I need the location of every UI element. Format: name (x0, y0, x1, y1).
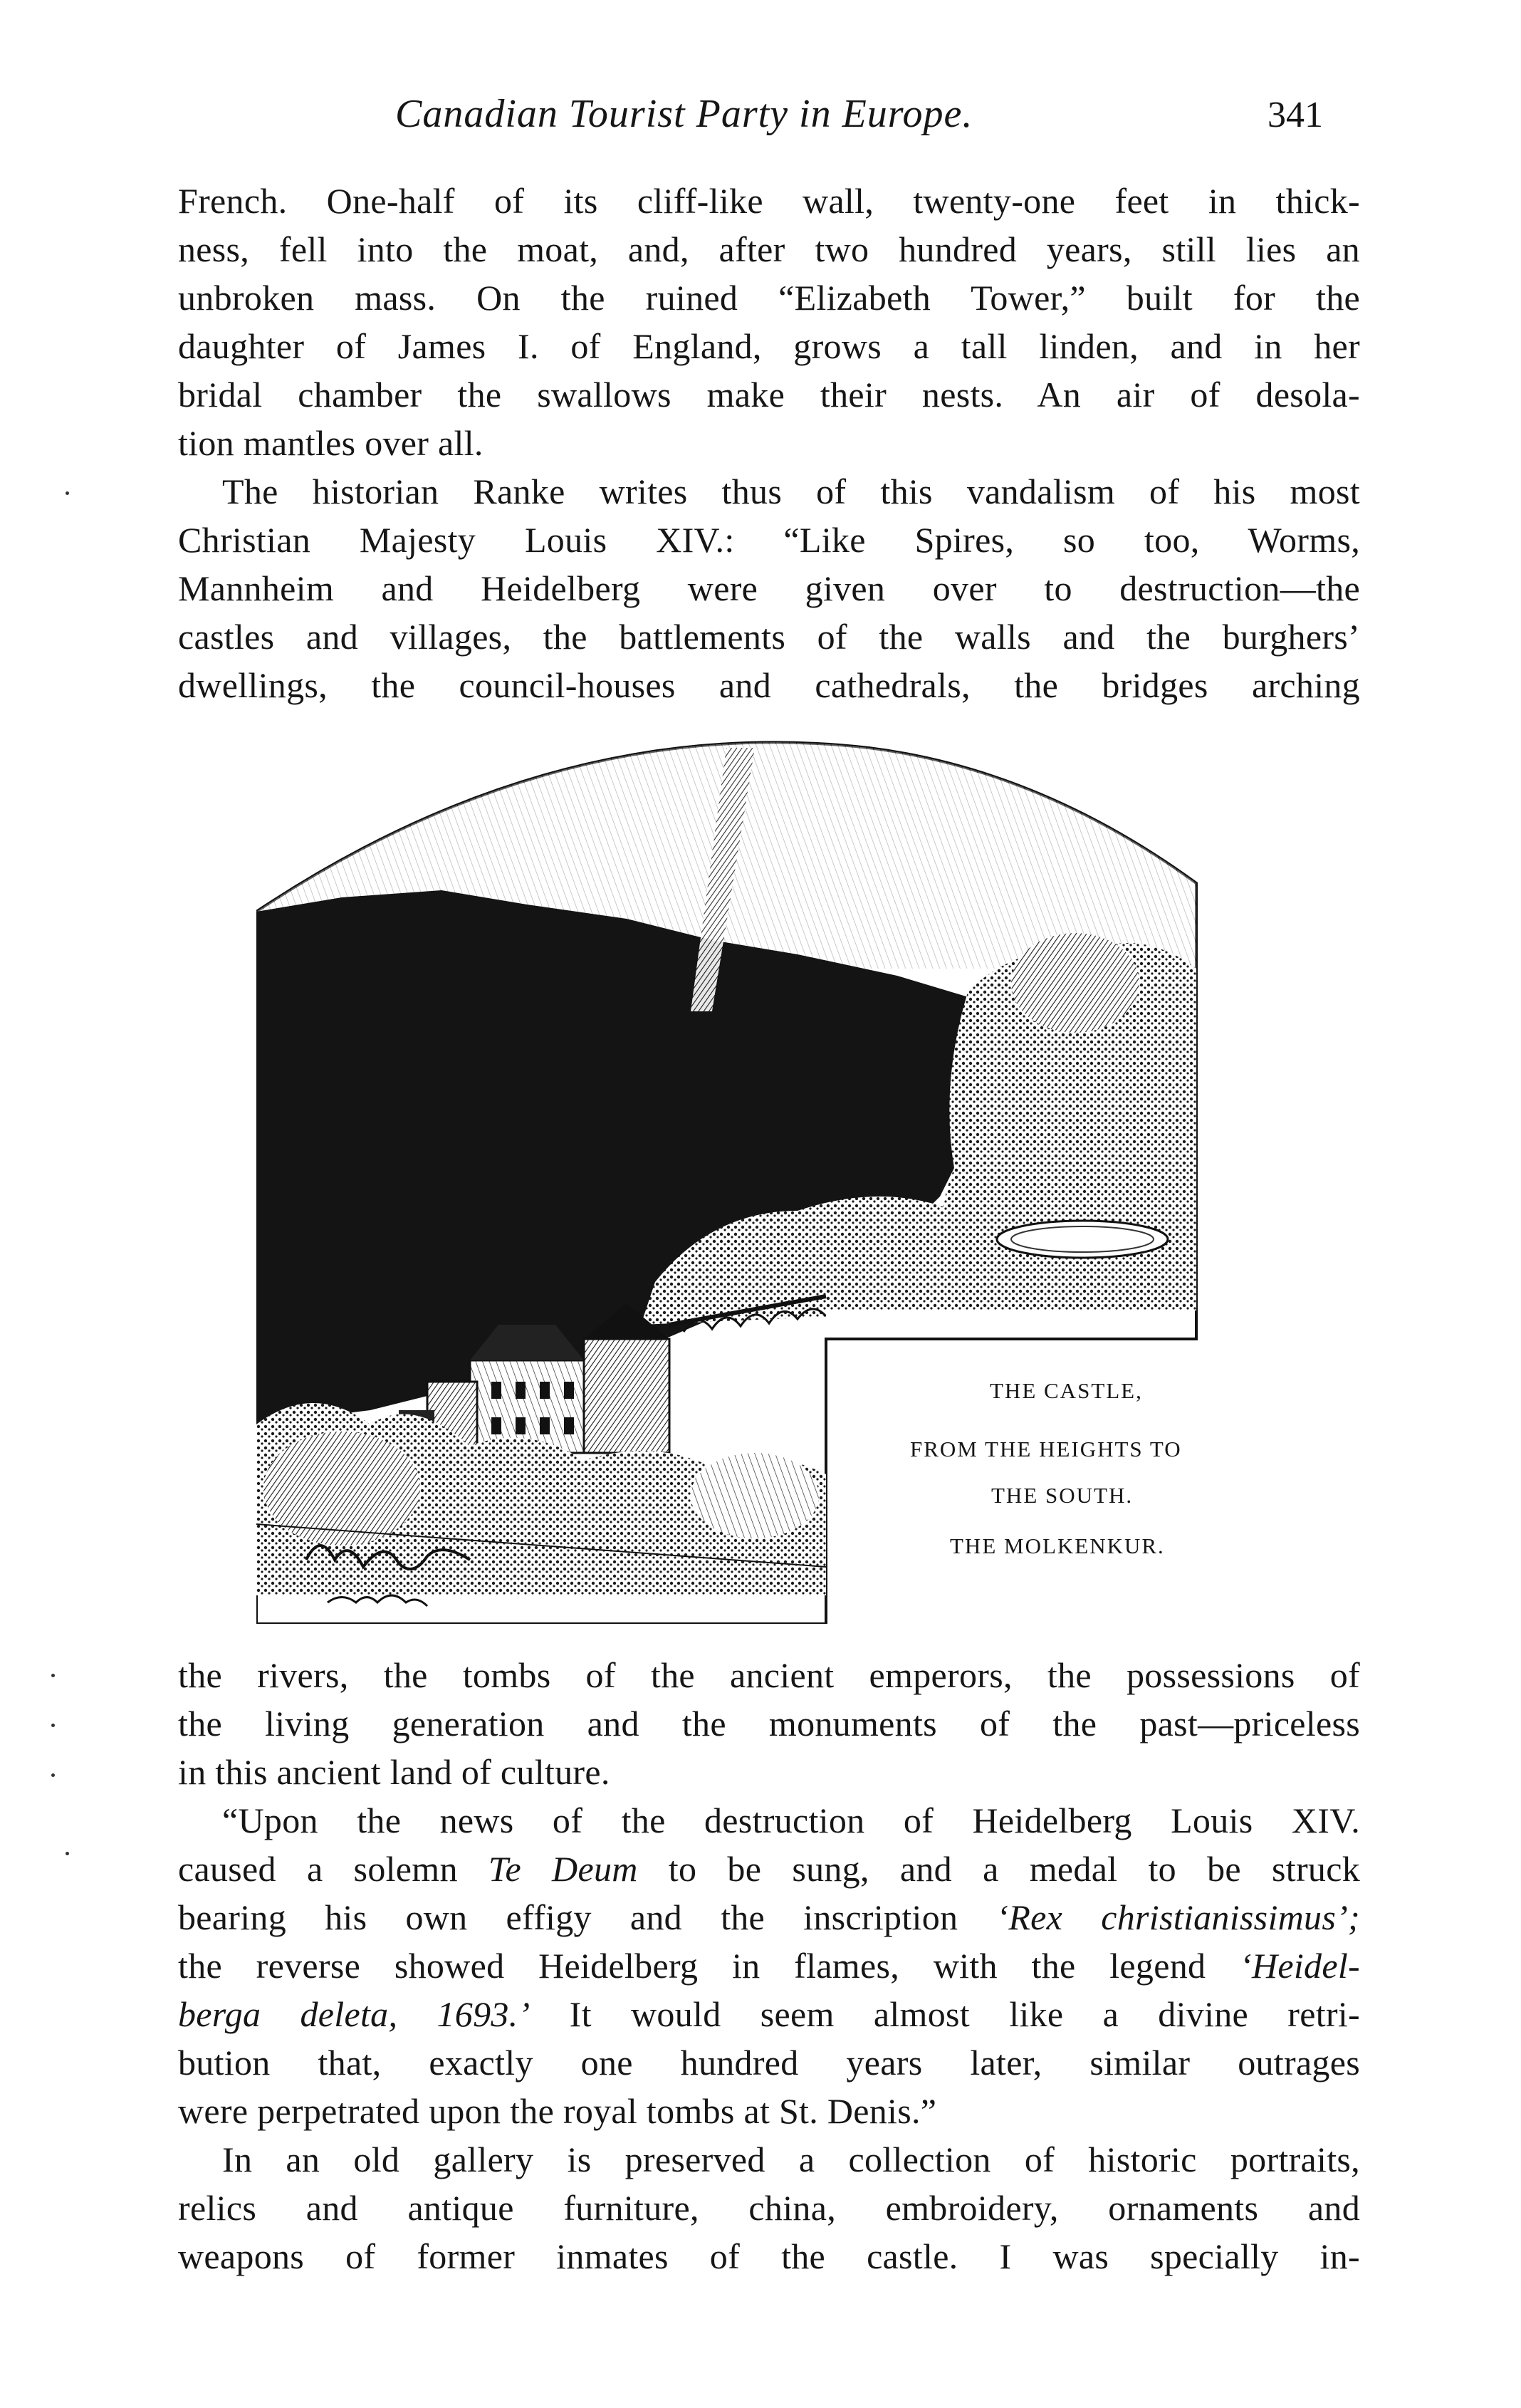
page-number: 341 (1268, 95, 1323, 135)
margin-speck (51, 1674, 55, 1677)
text-line: weapons of former inmates of the castle. I was specially in- (178, 2236, 1360, 2276)
italic-run: Te Deum (488, 1849, 638, 1889)
margin-speck (51, 1724, 55, 1727)
text-run: to be sung, and a medal to be struck (668, 1849, 1360, 1889)
text-line (178, 1845, 1360, 1893)
italic-run: ‘Heidel- (1240, 1946, 1360, 1986)
italic-run: berga deleta, 1693.’ (178, 1994, 530, 2034)
text-block-top (178, 177, 1360, 709)
text-line: ness, fell into the moat, and, after two hundred years, still lies an (178, 229, 1360, 269)
text-line: daughter of James I. of England, grows a tall linden, and in her (178, 326, 1360, 366)
text-run: bearing his own effigy and the inscription (178, 1897, 958, 1937)
text-line: relics and antique furniture, china, embroidery, ornaments and (178, 2188, 1360, 2228)
text-line: Mannheim and Heidelberg were given over to destruction—the (178, 568, 1360, 608)
text-line: in this ancient land of culture. (178, 1752, 610, 1792)
text-run: the reverse showed Heidelberg in flames, with the legend (178, 1946, 1206, 1986)
running-head: Canadian Tourist Party in Europe. (395, 92, 973, 136)
text-line: Christian Majesty Louis XIV.: “Like Spires, so too, Worms, (178, 520, 1360, 560)
illustration-caption-title: THE CASTLE, (990, 1378, 1143, 1403)
text-line: In an old gallery is preserved a collection of historic portraits, (222, 2139, 1360, 2179)
text-run: It would seem almost like a divine retri- (569, 1994, 1360, 2034)
illustration-caption-line: THE MOLKENKUR. (950, 1533, 1165, 1558)
margin-speck (51, 1773, 55, 1777)
italic-run: ‘Rex christianissimus’; (996, 1897, 1360, 1937)
text-line: castles and villages, the battlements of the walls and the burghers’ (178, 617, 1360, 657)
text-line: dwellings, the council-houses and cathedrals, the bridges arching (178, 665, 1360, 705)
text-line: French. One-half of its cliff-like wall, twenty-one feet in thick- (178, 181, 1360, 221)
margin-speck (66, 491, 69, 495)
text-line (178, 1990, 1360, 2038)
text-line (178, 1941, 1360, 1990)
text-line: “Upon the news of the destruction of Heidelberg Louis XIV. (222, 1800, 1360, 1840)
text-line: the rivers, the tombs of the ancient emperors, the possessions of (178, 1655, 1360, 1695)
text-line: bution that, exactly one hundred years later, similar outrages (178, 2043, 1360, 2083)
illustration-caption-line: THE SOUTH. (991, 1483, 1134, 1508)
text-line: The historian Ranke writes thus of this vandalism of his most (222, 471, 1360, 511)
text-line: tion mantles over all. (178, 423, 484, 463)
text-line (178, 1893, 1360, 1941)
margin-speck (66, 1852, 69, 1855)
text-line: were perpetrated upon the royal tombs at St. Denis.” (178, 2091, 937, 2131)
illustration-caption-line: FROM THE HEIGHTS TO (910, 1437, 1182, 1461)
text-line: bridal chamber the swallows make their nests. An air of desola- (178, 375, 1360, 415)
text-line: unbroken mass. On the ruined “Elizabeth Tower,” built for the (178, 278, 1360, 318)
text-line: the living generation and the monuments of the past—priceless (178, 1704, 1360, 1744)
text-block-bottom (178, 1651, 1360, 2281)
text-run: caused a solemn (178, 1849, 458, 1889)
